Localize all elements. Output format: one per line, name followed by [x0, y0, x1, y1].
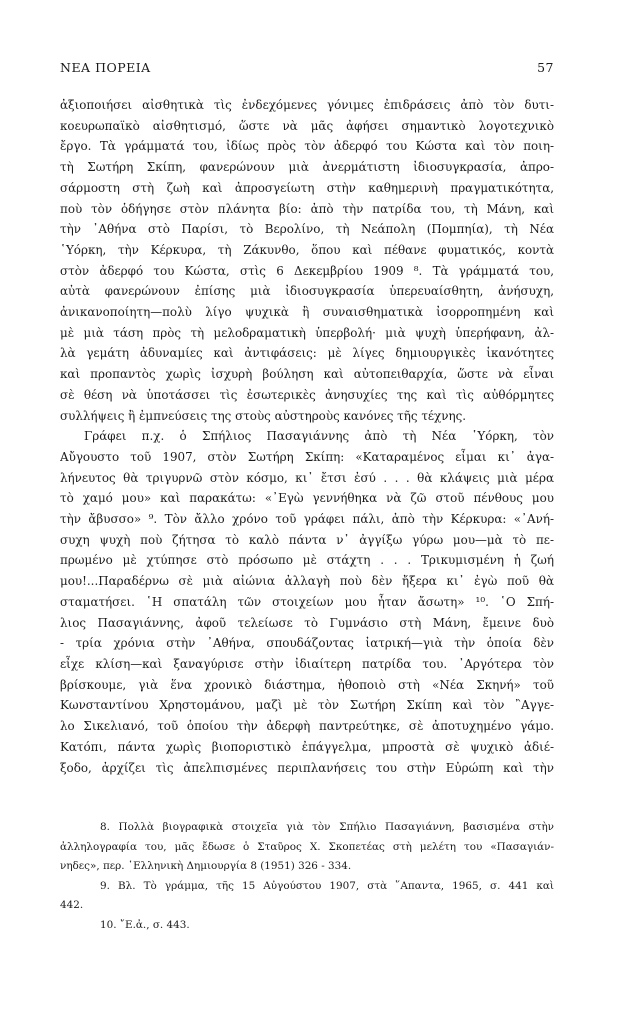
text-line: τὴν ἄβυσσο» ⁹. Τὸν ἄλλο χρόνο τοῦ γράφει πάλι, ἀπὸ τὴν Κέρκυρα: «᾿Ανή- [60, 512, 554, 527]
text-line: κοευρωπαϊκὸ αἰσθητισμό, ὥστε νὰ μᾶς ἀφήσει σημαντικὸ λογοτεχνικὸ [60, 118, 554, 133]
text-line: μὲ μιὰ τάση πρὸς τὴ μελοδραματικὴ ὑπερβολή· μιὰ ψυχὴ ὑπερήφανη, ἀλ- [60, 325, 554, 340]
text-line: Αὔγουστο τοῦ 1907, στὸν Σωτήρη Σκίπη: «Καταραμένος εἶμαι κι᾿ ἀγα- [60, 449, 554, 464]
running-title: ΝΕΑ ΠΟΡΕΙΑ [60, 60, 151, 75]
footnote-9: 9. Βλ. Τὸ γράμμα, τῆς 15 Αὐγούστου 1907, στὰ ῞Απαντα, 1965, σ. 441 καὶ [100, 879, 554, 892]
text-line: λο Σικελιανό, τοῦ ὁποίου τὴν ἀδερφὴ παντρεύτηκε, σὲ ἀποτυχημένο γάμο. [60, 719, 554, 734]
text-line: στὸν ἀδερφό του Κώστα, στὶς 6 Δεκεμβρίου 1909 ⁸. Τὰ γράμματά του, [60, 263, 554, 278]
text-line: λιος Πασαγιάννης, ἀφοῦ τελείωσε τὸ Γυμνάσιο στὴ Μάνη, ἔμεινε δυὸ [60, 615, 554, 630]
text-line: συλλήψεις ἢ ἐμπνεύσεις της στοὺς αὐστηροὺς κανόνες τῆς τέχνης. [60, 408, 467, 423]
text-line: βρίσκουμε, γιὰ ἕνα χρονικὸ διάστημα, ἠθοποιὸ στὴ «Νέα Σκηνή» τοῦ [60, 677, 554, 692]
footnote-10: 10. ῎Ε.ἀ., σ. 443. [100, 918, 190, 931]
text-line: ἀξιοποιήσει αἰσθητικὰ τὶς ἐνδεχόμενες γόνιμες ἐπιδράσεις ἀπὸ τὸν δυτι- [60, 98, 554, 112]
text-line: συχη ψυχὴ ποὺ ζήτησα τὸ καλὸ πάντα ν᾿ ἀγγίξω γύρω μου—μὰ τὸ πε- [60, 532, 554, 547]
text-line: σὲ θέση νὰ ὑποτάσσει τὶς ἐσωτερικὲς ἀνησυχίες της καὶ τὶς αὐθόρμητες [60, 387, 554, 402]
text-line: λὰ γεμάτη ἀδυναμίες καὶ ἀντιφάσεις: μὲ λίγες δημιουργικὲς ἱκανότητες [60, 346, 554, 361]
page-number: 57 [537, 60, 554, 75]
footnotes [60, 818, 554, 935]
paragraph-first-line: Γράφει π.χ. ὁ Σπήλιος Πασαγιάννης ἀπὸ τὴ Νέα ῾Υόρκη, τὸν [84, 429, 554, 444]
text-line: ξοδο, ἀρχίζει τὶς ἀπελπισμένες περιπλανήσεις του στὴν Εὐρώπη καὶ τὴν [60, 760, 554, 775]
footnote-9-cont: 442. [60, 899, 84, 911]
text-line: ποὺ τὸν ὁδήγησε στὸν πλάνητα βίο: ἀπὸ τὴν πατρίδα του, τὴ Μάνη, καὶ [60, 201, 554, 216]
text-line: σταματήσει. ῾Η σπατάλη τῶν στοιχείων μου ἦταν ἄσωτη» ¹⁰. ῾Ο Σπή- [60, 594, 554, 609]
text-line: μου!...Παραδέρνω σὲ μιὰ αἰώνια ἀλλαγὴ ποὺ δὲν ἤξερα κι᾿ ἐγὼ ποῦ θὰ [60, 574, 554, 589]
book-page [60, 60, 554, 778]
text-line: αὐτὰ φανερώνουν ἐπίσης μιὰ ἰδιοσυγκρασία ὑπερευαίσθητη, ἀνήσυχη, [60, 284, 554, 299]
running-header [60, 60, 554, 75]
text-line: καὶ προπαντὸς χωρὶς ἰσχυρὴ βούληση καὶ αὐτοπειθαρχία, ὥστε νὰ εἶναι [60, 367, 554, 382]
text-line: - τρία χρόνια στὴν ᾿Αθήνα, σπουδάζοντας ἰατρική—γιὰ τὴν ὁποία δὲν [60, 636, 554, 651]
footnote-8-cont: νηδες», περ. ῾Ελληνικὴ Δημιουργία 8 (1951) 326 - 334. [60, 860, 352, 872]
text-line: πρωμένο μὲ χτύπησε στὸ πρόσωπο μὲ στάχτη . . . Τρικυμισμένη ἡ ζωή [60, 553, 554, 568]
text-line: ἔργο. Τὰ γράμματά του, ἰδίως πρὸς τὸν ἀδερφό του Κώστα καὶ τὸν ποιη- [60, 139, 554, 154]
text-line: εἶχε κλίση—καὶ ξαναγύρισε στὴν ἰδιαίτερη πατρίδα του. ᾿Αργότερα τὸν [60, 656, 554, 671]
text-line: τὸ χαμό μου» καὶ παρακάτω: «᾿Εγὼ γεννήθηκα νὰ ζῶ στοῦ πένθους μου [60, 491, 554, 506]
text-line: τὴν ᾿Αθήνα στὸ Παρίσι, τὸ Βερολίνο, τὴ Νεάπολη (Πομπηία), τὴ Νέα [60, 222, 554, 237]
main-text [60, 95, 554, 778]
text-line: λήνευτος θὰ τριγυρνῶ στὸν κόσμο, κι᾿ ἔτσι ἐσύ . . . θὰ κλάψεις μιὰ μέρα [60, 470, 554, 485]
text-line: ῾Υόρκη, τὴν Κέρκυρα, τὴ Ζάκυνθο, ὅπου καὶ πέθανε φυματικός, κοντὰ [60, 242, 554, 257]
footnote-8-cont: ἀλληλογραφία του, μᾶς ἔδωσε ὁ Σταῦρος Χ. Σκοπετέας στὴ μελέτη του «Πασαγιάν- [60, 840, 554, 853]
text-line: Κωνσταντίνου Χρηστομάνου, μαζὶ μὲ τὸν Σωτήρη Σκίπη καὶ τὸν ῍Αγγε- [60, 698, 554, 713]
footnote-8: 8. Πολλὰ βιογραφικὰ στοιχεῖα γιὰ τὸν Σπήλιο Πασαγιάννη, βασισμένα στὴν [100, 821, 554, 833]
text-line: Κατόπι, πάντα χωρὶς βιοποριστικὸ ἐπάγγελμα, μπροστὰ σὲ ψυχικὸ ἀδιέ- [60, 739, 554, 754]
text-line: ἀνικανοποίητη—πολὺ λίγο ψυχικὰ ἢ συναισθηματικὰ ἰσορροπημένη καὶ [60, 305, 554, 320]
text-line: σάρμοστη στὴ ζωὴ καὶ ἀπροσγείωτη στὴν καθημερινὴ πραγματικότητα, [60, 180, 554, 195]
text-line: τὴ Σωτήρη Σκίπη, φανερώνουν μιὰ ἀνερμάτιστη ἰδιοσυγκρασία, ἀπρο- [60, 160, 554, 175]
